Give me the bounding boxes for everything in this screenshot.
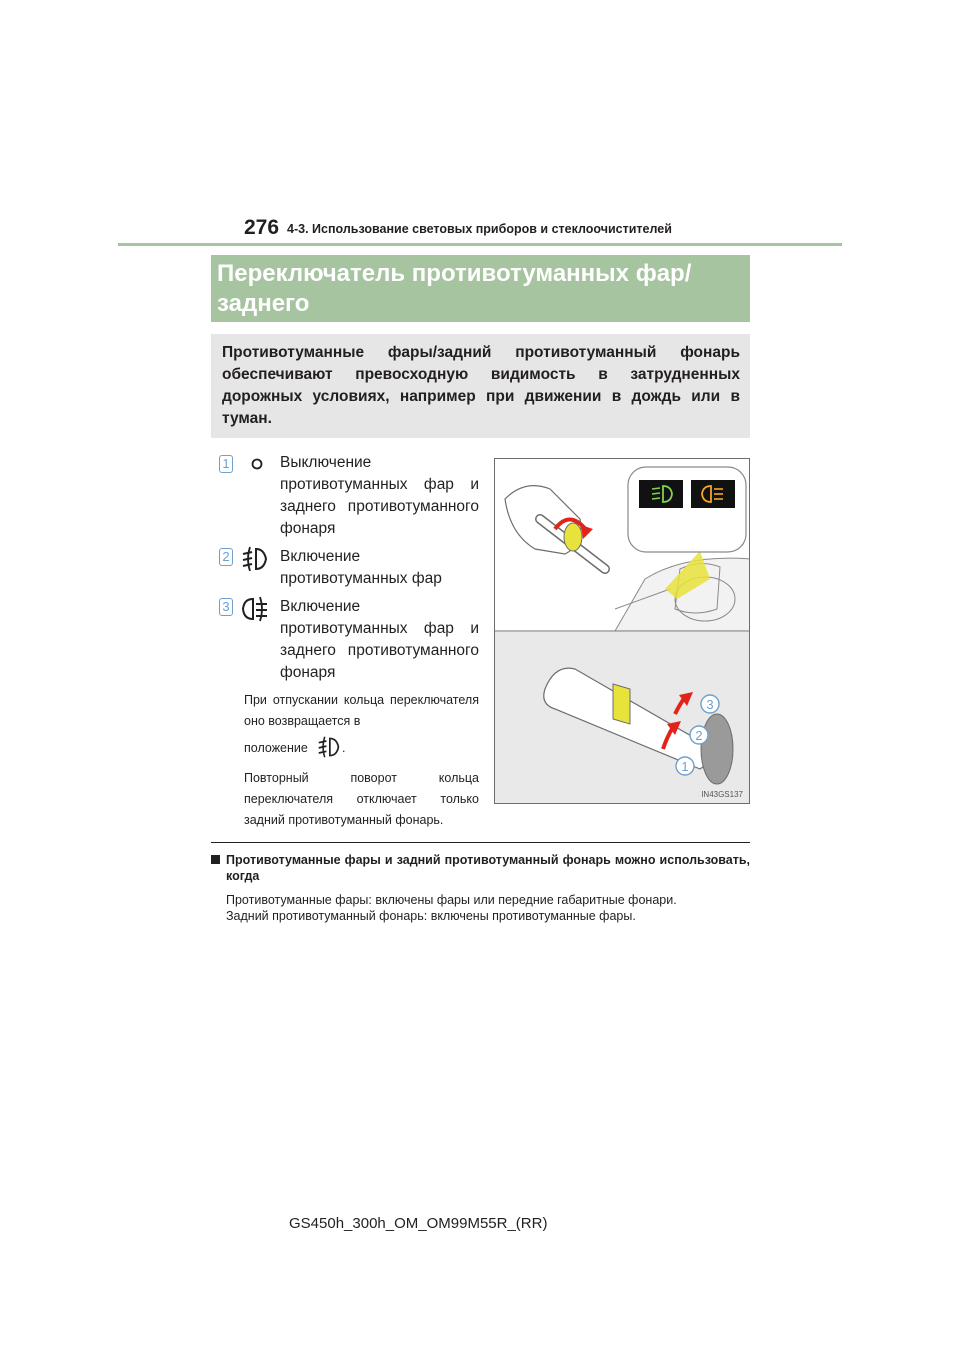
item-1-badge: 1 (219, 455, 233, 473)
condition-line-1: Противотуманные фары: включены фары или передние габаритные фонари. (226, 893, 677, 907)
release-note: При отпускании кольца переключателя оно возвращается в (244, 693, 479, 728)
condition-heading: Противотуманные фары и задний противотуманный фонарь можно использовать, когда (226, 853, 750, 883)
position-end: . (342, 741, 346, 755)
position-label: положение (244, 741, 308, 755)
figure-code: IN43GS137 (701, 790, 743, 799)
rear-fog-icon (240, 595, 272, 623)
item-1-text: Выключение противотуманных фар и заднего противотуманного фонаря (280, 454, 479, 537)
fog-switch-illustration (494, 458, 750, 804)
header-rule (118, 243, 842, 246)
front-fog-inline-icon (316, 735, 342, 759)
off-circle-icon (251, 458, 263, 470)
condition-line-2: Задний противотуманный фонарь: включены противотуманные фары. (226, 909, 636, 923)
repeat-note: Повторный поворот кольца переключателя отключает только задний противотуманный фонарь. (244, 771, 479, 827)
item-3-badge: 3 (219, 598, 233, 616)
callout-2: 2 (695, 728, 703, 743)
bullet-square-icon (211, 855, 220, 864)
item-3-text: Включение противотуманных фар и заднего противотуманного фонаря (280, 598, 479, 681)
section-divider (211, 842, 750, 843)
intro-text: Противотуманные фары/задний противотуманный фонарь обеспечивают превосходную видимость в затрудненных дорожных условиях, например при движении в дождь или в туман. (222, 344, 740, 427)
section-title-line1: Переключатель противотуманных фар/заднего (217, 260, 692, 317)
page-number: 276 (244, 216, 280, 239)
front-fog-icon (240, 545, 270, 573)
model-code: GS450h_300h_OM_OM99M55R_(RR) (289, 1215, 548, 1232)
chapter-title: 4-3. Использование световых приборов и стеклоочистителей (287, 222, 672, 236)
callout-1: 1 (681, 759, 689, 774)
item-2-badge: 2 (219, 548, 233, 566)
illustration-drawing (495, 459, 750, 804)
callout-3: 3 (706, 697, 714, 712)
item-2-text: Включение противотуманных фар (280, 548, 442, 587)
